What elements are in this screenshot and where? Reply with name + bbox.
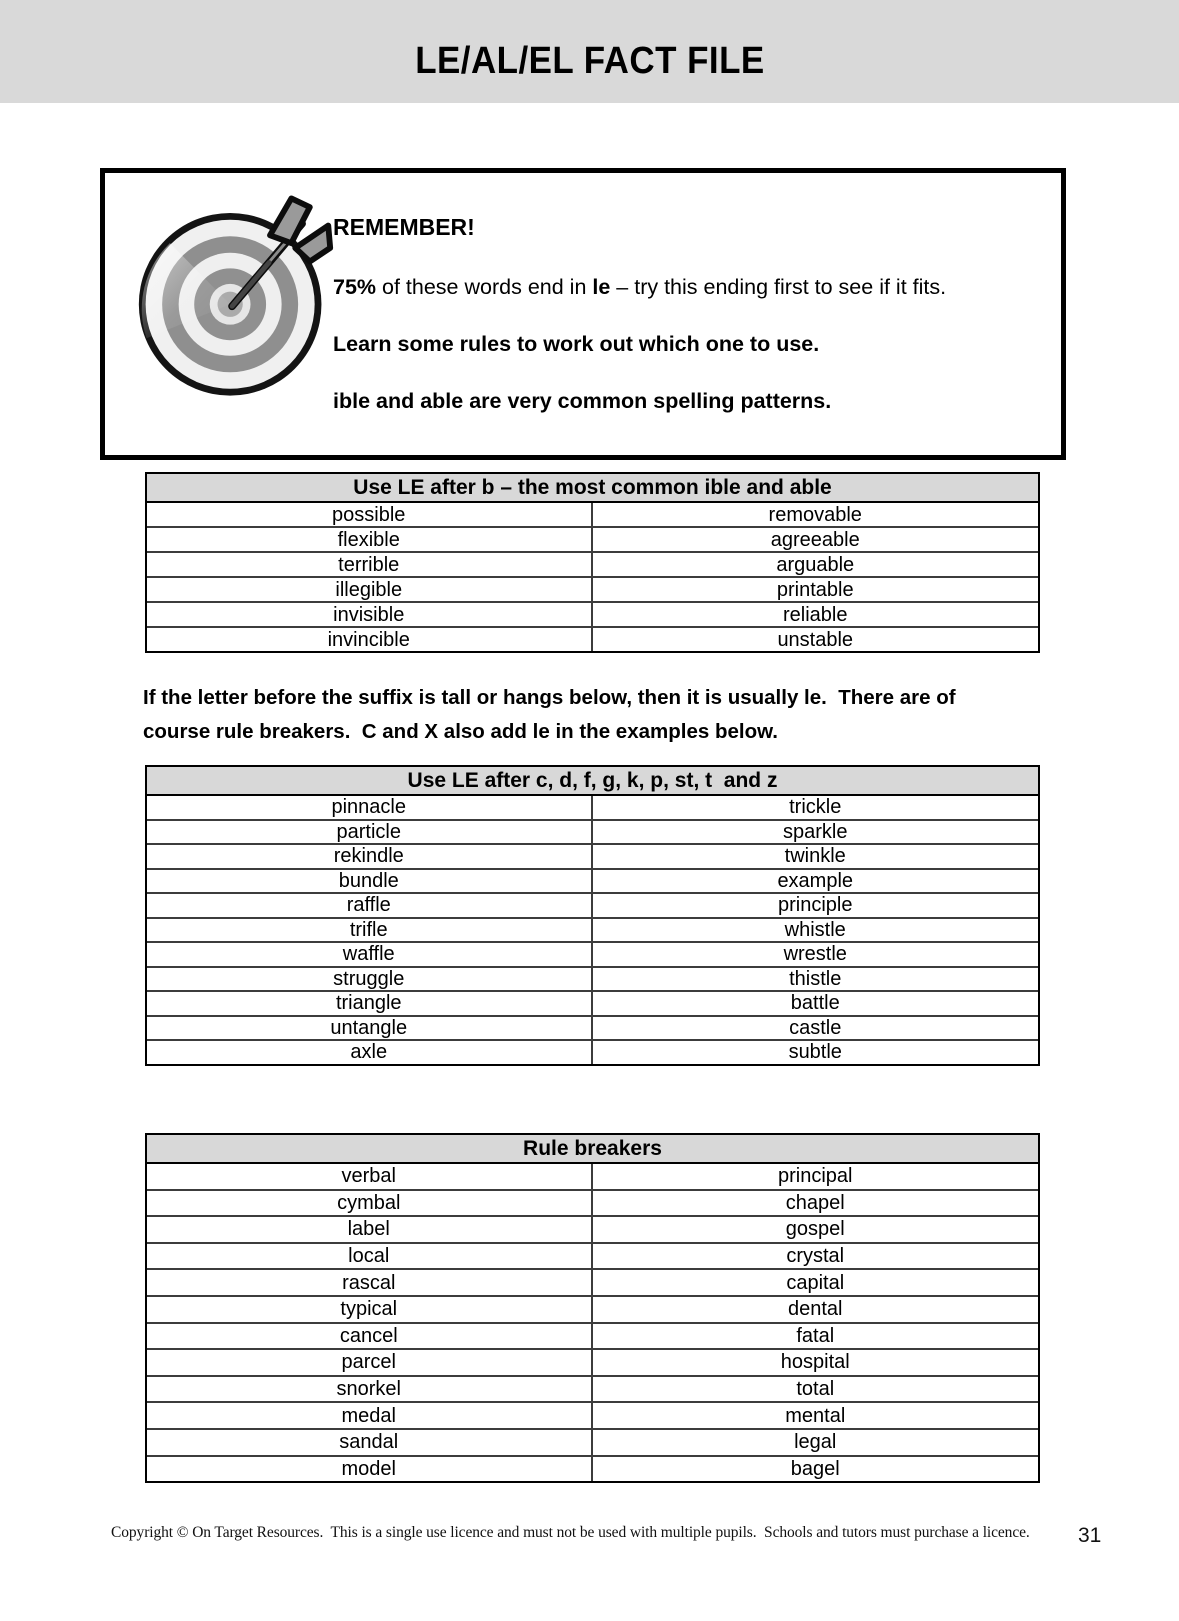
table-cell: possible bbox=[147, 503, 593, 526]
table-row bbox=[147, 1457, 1038, 1482]
table-header: Rule breakers bbox=[147, 1135, 1038, 1164]
table-cell: untangle bbox=[147, 1017, 593, 1040]
table-row bbox=[147, 821, 1038, 846]
table-row bbox=[147, 894, 1038, 919]
remember-line-1 bbox=[333, 273, 946, 301]
table-cell: cymbal bbox=[147, 1191, 593, 1216]
table-row bbox=[147, 1041, 1038, 1064]
remember-line-2: Learn some rules to work out which one to use. bbox=[333, 332, 820, 356]
table-row bbox=[147, 845, 1038, 870]
remember-line-1-bold1: 75% bbox=[333, 275, 377, 299]
table-body bbox=[147, 796, 1038, 1064]
table-cell: capital bbox=[786, 1271, 845, 1294]
table-cell: removable bbox=[768, 503, 862, 526]
table-cell: terrible bbox=[147, 553, 593, 576]
table-cell: gospel bbox=[785, 1218, 845, 1241]
footer-copyright: Copyright © On Target Resources. This is a single use licence and must not be used with multiple pupils. Schools and tutors must purchase a licence. bbox=[111, 1524, 1030, 1541]
table-cell: legal bbox=[794, 1431, 837, 1454]
table-header: Use LE after c, d, f, g, k, p, st, t and z bbox=[147, 767, 1038, 796]
table-cell: invisible bbox=[147, 603, 593, 626]
table-cell: struggle bbox=[147, 968, 593, 991]
table-row bbox=[147, 578, 1038, 603]
remember-line-1-bold2: le bbox=[592, 275, 611, 299]
table-row bbox=[147, 992, 1038, 1017]
table-cell: hospital bbox=[780, 1351, 850, 1374]
table-cell: crystal bbox=[786, 1245, 845, 1268]
table-cell: whistle bbox=[784, 918, 846, 941]
table-row bbox=[147, 1217, 1038, 1244]
table-cell: trifle bbox=[147, 919, 593, 942]
table-cell: fatal bbox=[796, 1324, 835, 1347]
table-cell: waffle bbox=[147, 943, 593, 966]
table-cell: rekindle bbox=[147, 845, 593, 868]
table-cell: thistle bbox=[789, 967, 842, 990]
table-cell: bagel bbox=[790, 1457, 840, 1480]
table-cell: principal bbox=[778, 1165, 853, 1188]
table-row bbox=[147, 1430, 1038, 1457]
table-row bbox=[147, 1191, 1038, 1218]
table-cell: illegible bbox=[147, 578, 593, 601]
word-table-le-after-b bbox=[145, 472, 1040, 653]
table-row bbox=[147, 943, 1038, 968]
table-row bbox=[147, 919, 1038, 944]
table-cell: sandal bbox=[147, 1430, 593, 1455]
remember-line-3: ible and able are very common spelling patterns. bbox=[333, 389, 832, 413]
table-cell: agreeable bbox=[770, 528, 860, 551]
table-cell: reliable bbox=[783, 603, 848, 626]
table-body bbox=[147, 1164, 1038, 1481]
table-cell: axle bbox=[147, 1041, 593, 1064]
table-cell: trickle bbox=[789, 796, 842, 819]
table-cell: model bbox=[147, 1457, 593, 1482]
table-row bbox=[147, 796, 1038, 821]
table-cell: cancel bbox=[147, 1324, 593, 1349]
table-row bbox=[147, 1403, 1038, 1430]
table-cell: label bbox=[147, 1217, 593, 1242]
remember-line-1-text2: – try this ending first to see if it fits. bbox=[610, 275, 947, 299]
rule-paragraph: If the letter before the suffix is tall or hangs below, then it is usually le. There are of course rule breakers. C and X also add le in the examples below. bbox=[143, 686, 962, 743]
table-cell: castle bbox=[789, 1016, 842, 1039]
table-cell: flexible bbox=[147, 528, 593, 551]
table-cell: typical bbox=[147, 1297, 593, 1322]
table-row bbox=[147, 1270, 1038, 1297]
word-table-rule-breakers bbox=[145, 1133, 1040, 1483]
table-cell: printable bbox=[776, 578, 854, 601]
table-row bbox=[147, 870, 1038, 895]
table-header: Use LE after b – the most common ible and able bbox=[147, 474, 1038, 503]
table-cell: particle bbox=[147, 821, 593, 844]
table-row bbox=[147, 603, 1038, 628]
remember-heading: REMEMBER! bbox=[333, 214, 475, 240]
remember-line-1-text1: of these words end in bbox=[376, 275, 593, 299]
table-cell: bundle bbox=[147, 870, 593, 893]
table-cell: invincible bbox=[147, 628, 593, 651]
table-cell: snorkel bbox=[147, 1377, 593, 1402]
table-cell: mental bbox=[785, 1404, 846, 1427]
table-cell: total bbox=[796, 1378, 835, 1401]
table-cell: medal bbox=[147, 1403, 593, 1428]
table-cell: pinnacle bbox=[147, 796, 593, 819]
table-cell: example bbox=[777, 869, 854, 892]
table-row bbox=[147, 1297, 1038, 1324]
table-cell: chapel bbox=[785, 1191, 845, 1214]
word-table-le-after-consonants bbox=[145, 765, 1040, 1066]
table-row bbox=[147, 553, 1038, 578]
table-cell: twinkle bbox=[784, 845, 846, 868]
table-cell: verbal bbox=[147, 1164, 593, 1189]
table-cell: dental bbox=[788, 1298, 843, 1321]
table-cell: principle bbox=[778, 894, 853, 917]
page-title: LE/AL/EL FACT FILE bbox=[414, 40, 765, 82]
table-cell: wrestle bbox=[783, 943, 847, 966]
table-row bbox=[147, 1350, 1038, 1377]
table-row bbox=[147, 1164, 1038, 1191]
table-cell: sparkle bbox=[783, 820, 848, 843]
table-row bbox=[147, 1244, 1038, 1271]
table-row bbox=[147, 1377, 1038, 1404]
title-bar bbox=[0, 0, 1179, 103]
table-body bbox=[147, 503, 1038, 651]
table-cell: arguable bbox=[776, 553, 855, 576]
table-cell: rascal bbox=[147, 1270, 593, 1295]
table-row bbox=[147, 503, 1038, 528]
table-row bbox=[147, 1017, 1038, 1042]
table-cell: battle bbox=[790, 992, 840, 1015]
table-cell: parcel bbox=[147, 1350, 593, 1375]
table-row bbox=[147, 628, 1038, 651]
table-cell: triangle bbox=[147, 992, 593, 1015]
table-cell: raffle bbox=[147, 894, 593, 917]
remember-box bbox=[100, 168, 1066, 460]
table-row bbox=[147, 528, 1038, 553]
page-number: 31 bbox=[1078, 1524, 1102, 1547]
table-row bbox=[147, 1324, 1038, 1351]
target-dart-icon bbox=[133, 191, 337, 403]
table-cell: unstable bbox=[777, 628, 854, 651]
table-cell: local bbox=[147, 1244, 593, 1269]
table-cell: subtle bbox=[788, 1041, 842, 1064]
table-row bbox=[147, 968, 1038, 993]
